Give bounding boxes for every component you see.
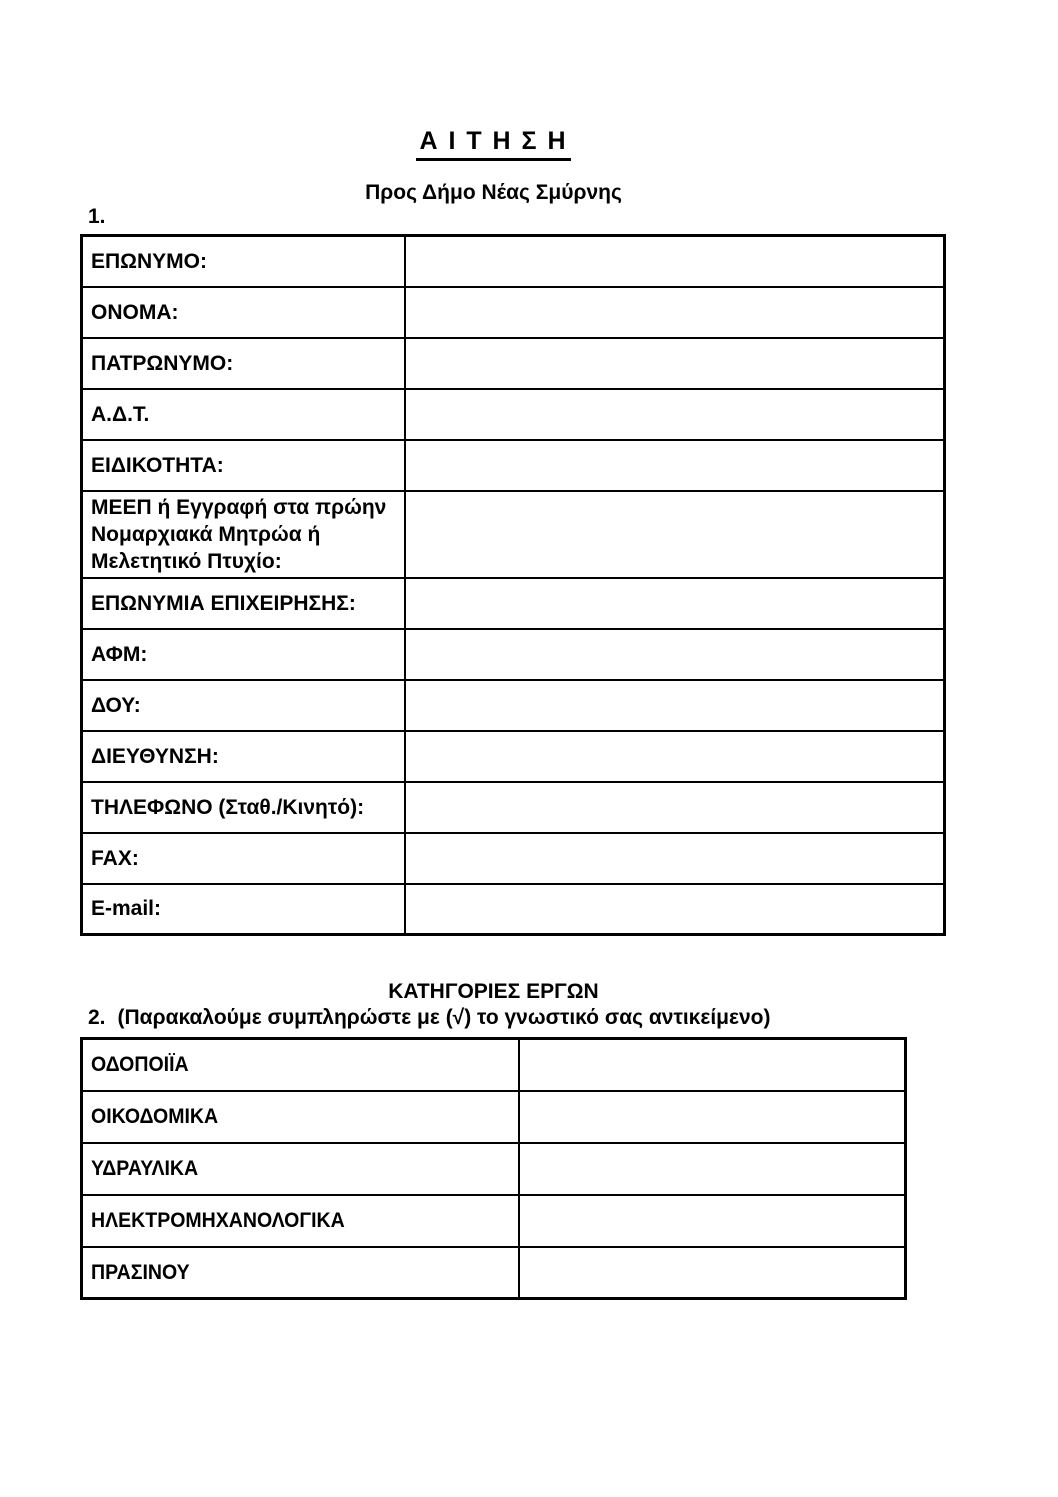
table-row xyxy=(82,1247,906,1299)
table-row xyxy=(82,287,945,338)
row-label-eidikotita: ΕΙΔΙΚΟΤΗΤΑ: xyxy=(82,440,405,491)
table-row xyxy=(82,1039,906,1091)
page-title: Α Ι Τ Η Σ Η xyxy=(416,128,570,161)
table-row xyxy=(82,578,945,629)
row-label-ilektromixanologika: ΗΛΕΚΤΡΟΜΗΧΑΝΟΛΟΓΙΚΑ xyxy=(82,1195,519,1247)
row-value-patronymo[interactable] xyxy=(405,338,945,389)
row-checkbox-odopoiia[interactable] xyxy=(519,1039,906,1091)
row-label-meep: ΜΕΕΠ ή Εγγραφή στα πρώην Νομαρχιακά Μητρώα ή Μελετητικό Πτυχίο: xyxy=(82,491,405,578)
row-value-doy[interactable] xyxy=(405,680,945,731)
table-row xyxy=(82,389,945,440)
row-label-prasinoy: ΠΡΑΣΙΝΟΥ xyxy=(82,1247,519,1299)
row-label-oikodomika: ΟΙΚΟΔΟΜΙΚΑ xyxy=(82,1091,519,1143)
section1-number: 1. xyxy=(88,205,106,228)
row-checkbox-ilektromixanologika[interactable] xyxy=(519,1195,906,1247)
row-label-afm: ΑΦΜ: xyxy=(82,629,405,680)
row-label-email: E-mail: xyxy=(82,884,405,935)
row-label-eponymo: ΕΠΩΝΥΜΟ: xyxy=(82,236,405,287)
row-label-onoma: ΟΝΟΜΑ: xyxy=(82,287,405,338)
row-value-adt[interactable] xyxy=(405,389,945,440)
row-label-fax: FAX: xyxy=(82,833,405,884)
row-value-onoma[interactable] xyxy=(405,287,945,338)
page-subtitle-band xyxy=(80,181,907,205)
row-label-doy: ΔΟΥ: xyxy=(82,680,405,731)
row-value-eponymia-epixeirisis[interactable] xyxy=(405,578,945,629)
table-row xyxy=(82,236,945,287)
row-value-tilefono[interactable] xyxy=(405,782,945,833)
table-row xyxy=(82,491,945,578)
row-label-odopoiia: ΟΔΟΠΟΙΪΑ xyxy=(82,1039,519,1091)
table-row xyxy=(82,884,945,935)
table-row xyxy=(82,338,945,389)
row-value-email[interactable] xyxy=(405,884,945,935)
row-value-eidikotita[interactable] xyxy=(405,440,945,491)
row-label-tilefono: ΤΗΛΕΦΩΝΟ (Σταθ./Κινητό): xyxy=(82,782,405,833)
table-row xyxy=(82,1143,906,1195)
row-label-eponymia-epixeirisis: ΕΠΩΝΥΜΙΑ ΕΠΙΧΕΙΡΗΣΗΣ: xyxy=(82,578,405,629)
row-checkbox-oikodomika[interactable] xyxy=(519,1091,906,1143)
work-categories-table xyxy=(80,1037,907,1300)
page-title-band xyxy=(80,128,907,161)
table-row xyxy=(82,731,945,782)
table-row xyxy=(82,833,945,884)
section2-instruction: (Παρακαλούμε συμπληρώστε με (√) το γνωστικό σας αντικείμενο) xyxy=(117,1006,771,1029)
row-value-afm[interactable] xyxy=(405,629,945,680)
row-label-adt: Α.Δ.Τ. xyxy=(82,389,405,440)
row-label-ydraylika: ΥΔΡΑΥΛΙΚΑ xyxy=(82,1143,519,1195)
table-row xyxy=(82,1091,906,1143)
categories-heading: ΚΑΤΗΓΟΡΙΕΣ ΕΡΓΩΝ xyxy=(388,980,599,1003)
page-subtitle: Προς Δήμο Νέας Σμύρνης xyxy=(365,181,622,204)
section2-number: 2. xyxy=(88,1006,106,1029)
row-value-eponymo[interactable] xyxy=(405,236,945,287)
row-checkbox-prasinoy[interactable] xyxy=(519,1247,906,1299)
row-label-patronymo: ΠΑΤΡΩΝΥΜΟ: xyxy=(82,338,405,389)
row-value-meep[interactable] xyxy=(405,491,945,578)
row-checkbox-ydraylika[interactable] xyxy=(519,1143,906,1195)
row-value-dieythynsi[interactable] xyxy=(405,731,945,782)
table-row xyxy=(82,1195,906,1247)
table-row xyxy=(82,782,945,833)
row-value-fax[interactable] xyxy=(405,833,945,884)
table-row xyxy=(82,680,945,731)
section2-instruction-line xyxy=(88,1006,770,1030)
row-label-dieythynsi: ΔΙΕΥΘΥΝΣΗ: xyxy=(82,731,405,782)
table-row xyxy=(82,629,945,680)
categories-heading-band xyxy=(80,980,907,1004)
applicant-details-table xyxy=(80,234,946,936)
table-row xyxy=(82,440,945,491)
